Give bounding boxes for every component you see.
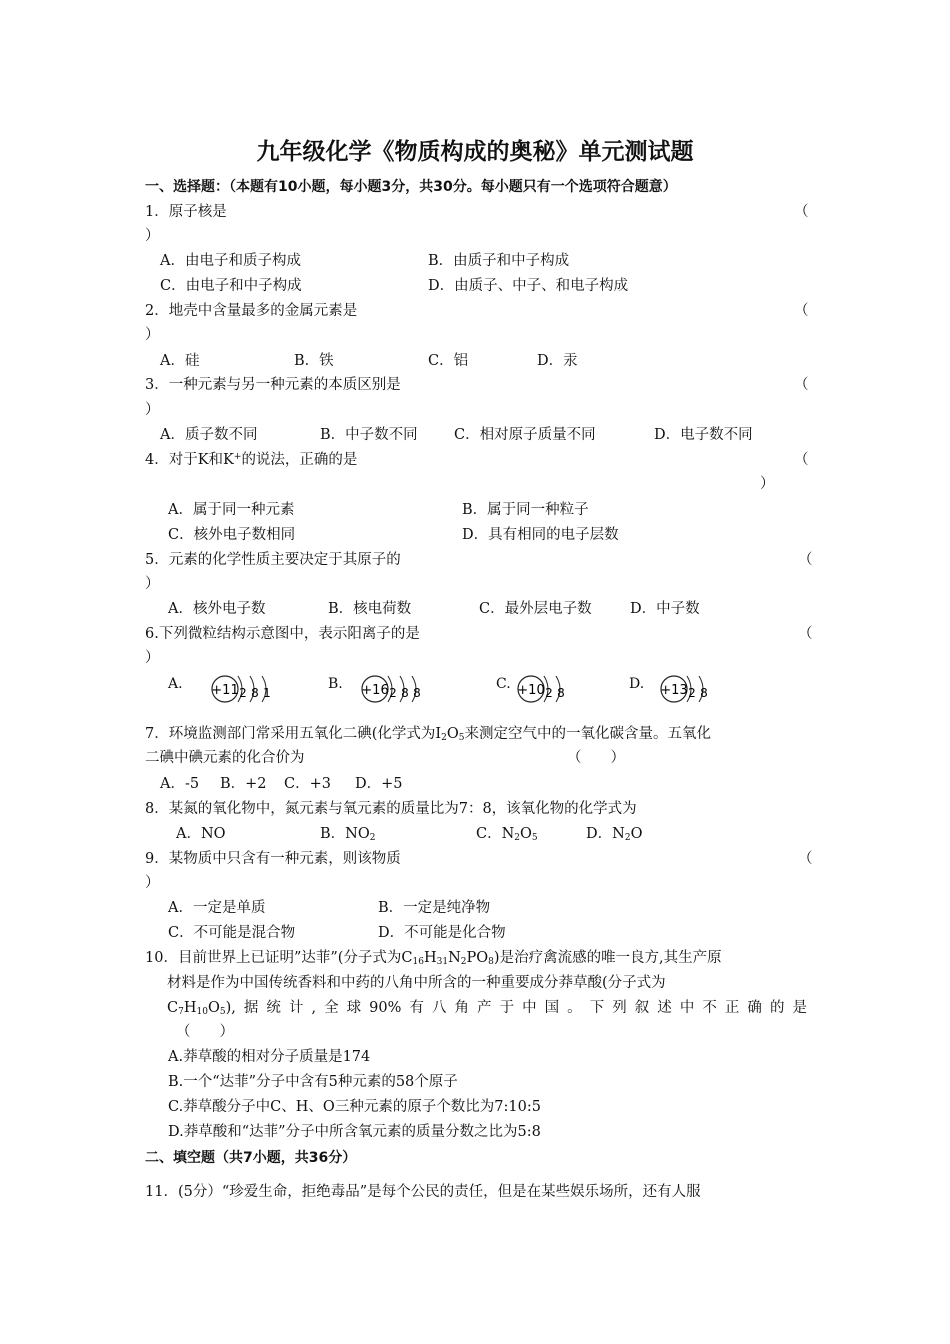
- q6-stem: 6.下列微粒结构示意图中，表示阳离子的是: [145, 626, 420, 642]
- q8-c-subscript: 5: [531, 833, 538, 843]
- atom-b-shell-electrons: 2: [389, 686, 397, 700]
- q8-c-text: O: [520, 826, 532, 842]
- q4-stem: [145, 450, 357, 470]
- q8-d-subscript: 2: [624, 833, 631, 843]
- q2-option-a: A．硅: [160, 353, 200, 369]
- q10-subscript: 2: [460, 957, 467, 967]
- q3-option-b: B．中子数不同: [320, 427, 418, 443]
- q8-d-text: D．N: [586, 826, 625, 842]
- q8-d-text: O: [630, 826, 643, 842]
- q1-option-c: C．由电子和中子构成: [160, 278, 302, 294]
- q4-stem-text: 4．对于K和K: [145, 452, 234, 468]
- q10-text: PO: [466, 950, 489, 966]
- atom-c-structure: [514, 672, 594, 708]
- q10-option-d: D.莽草酸和“达菲”分子中所含氧元素的质量分数之比为5:8: [168, 1124, 541, 1140]
- q8-stem: 8．某氮的氧化物中，氮元素与氧元素的质量比为7：8，该氧化物的化学式为: [145, 801, 637, 817]
- q7-stem-line1: [145, 724, 711, 744]
- q4-stem-text-end: 的说法，正确的是: [241, 452, 358, 468]
- q3-answer-paren-close: ）: [145, 402, 160, 418]
- q4-option-c: C．核外电子数相同: [168, 527, 296, 543]
- q7-text: 7．环境监测部门常采用五氧化二碘(化学式为I: [145, 726, 442, 742]
- atom-b-nucleus-charge: +16: [361, 683, 389, 698]
- atom-diagram-c: [496, 672, 616, 712]
- atom-c-shell-electrons: 8: [557, 686, 565, 700]
- q6-answer-paren-open: （: [798, 626, 813, 642]
- q7-option-c: C．+3: [284, 776, 331, 792]
- atom-a-shell-electrons: 8: [251, 686, 259, 700]
- atom-c-nucleus-charge: +10: [517, 683, 545, 698]
- q8-b-text: B．NO: [320, 826, 370, 842]
- atom-a-label: A.: [168, 676, 183, 692]
- atom-b-structure: [358, 672, 438, 708]
- q9-option-a: A．一定是单质: [168, 900, 266, 916]
- q2-option-c: C．铝: [428, 353, 469, 369]
- atom-a-nucleus-charge: +11: [211, 683, 239, 698]
- q5-stem: 5．元素的化学性质主要决定于其原子的: [145, 552, 401, 568]
- q7-text: 来测定空气中的一氧化碳含量。五氧化: [464, 726, 711, 742]
- q9-answer-paren-close: ）: [145, 875, 160, 891]
- q1-option-a: A．由电子和质子构成: [160, 253, 301, 269]
- q3-option-d: D．电子数不同: [654, 427, 753, 443]
- q4-stem-charge: +: [233, 452, 242, 462]
- q4-answer-paren-close: ）: [760, 476, 775, 492]
- q10-text: H: [183, 1000, 197, 1016]
- atom-c-shell-electrons: 2: [545, 686, 553, 700]
- q10-text: 10．目前世界上已证明”达菲”(分子式为C: [145, 950, 413, 966]
- q8-b-subscript: 2: [369, 833, 376, 843]
- section-1-heading: 一、选择题：（本题有10小题，每小题3分，共30分。每小题只有一个选项符合题意）: [145, 179, 677, 195]
- atom-diagram-d: [629, 672, 749, 712]
- atom-c-label: C.: [496, 676, 511, 692]
- q3-answer-paren-open: （: [794, 377, 809, 393]
- q10-text: C: [167, 1000, 179, 1016]
- q10-subscript: 5: [219, 1007, 226, 1017]
- q5-option-c: C．最外层电子数: [479, 601, 592, 617]
- q4-option-d: D．具有相同的电子层数: [462, 527, 619, 543]
- q10-subscript: 7: [178, 1007, 184, 1017]
- q2-answer-paren-open: （: [794, 303, 809, 319]
- q5-option-d: D．中子数: [630, 601, 700, 617]
- q7-answer-paren: （ ）: [567, 750, 625, 766]
- q5-option-a: A．核外电子数: [168, 601, 266, 617]
- q7-subscript: 2: [441, 733, 447, 743]
- atom-d-shell-electrons: 2: [688, 686, 696, 700]
- q10-stem-line2: 材料是作为中国传统香料和中药的八角中所含的一种重要成分莽草酸(分子式为: [167, 975, 666, 991]
- q4-option-b: B．属于同一种粒子: [462, 502, 589, 518]
- q2-option-d: D．汞: [537, 353, 578, 369]
- q2-stem: 2．地壳中含量最多的金属元素是: [145, 303, 358, 319]
- q5-answer-paren-close: ）: [145, 576, 160, 592]
- q10-stem-line1: [145, 948, 722, 968]
- q10-stem-line3: [167, 998, 807, 1018]
- q7-option-b: B．+2: [220, 776, 267, 792]
- q7-option-d: D．+5: [355, 776, 403, 792]
- q10-subscript: 8: [488, 957, 494, 967]
- q8-option-d: [586, 824, 642, 844]
- q3-stem: 3．一种元素与另一种元素的本质区别是: [145, 377, 401, 393]
- q1-option-d: D．由质子、中子、和电子构成: [428, 278, 629, 294]
- q10-text: N: [448, 950, 461, 966]
- q8-option-c: [476, 824, 538, 844]
- q2-answer-paren-close: ）: [145, 327, 160, 343]
- q1-option-b: B．由质子和中子构成: [428, 253, 570, 269]
- q8-option-a: A．NO: [176, 826, 226, 842]
- q3-option-a: A．质子数不同: [160, 427, 258, 443]
- atom-d-label: D.: [629, 676, 645, 692]
- q10-subscript: 10: [196, 1007, 208, 1017]
- atom-a-structure: [208, 672, 288, 708]
- q4-option-a: A．属于同一种元素: [168, 502, 295, 518]
- q9-option-d: D．不可能是化合物: [378, 925, 506, 941]
- atom-d-shell-electrons: 8: [700, 686, 708, 700]
- q10-subscript: 31: [436, 957, 449, 967]
- q8-c-subscript: 2: [514, 833, 521, 843]
- atom-b-label: B.: [328, 676, 343, 692]
- q10-option-b: B.一个“达菲”分子中含有5种元素的58个原子: [168, 1074, 458, 1090]
- q4-answer-paren-open: （: [794, 452, 809, 468]
- q2-option-b: B．铁: [294, 353, 334, 369]
- atom-diagram-a: [168, 672, 288, 712]
- q1-answer-paren-close: ）: [145, 228, 160, 244]
- q10-text: )是治疗禽流感的唯一良方,其生产原: [493, 950, 722, 966]
- q7-text: O: [446, 726, 459, 742]
- q11-stem: 11．(5分）“珍爱生命，拒绝毒品”是每个公民的责任，但是在某些娱乐场所，还有人服: [145, 1184, 701, 1200]
- page-title: 九年级化学《物质构成的奥秘》单元测试题: [256, 139, 694, 165]
- atom-d-nucleus-charge: +13: [660, 683, 688, 698]
- atom-b-shell-electrons: 8: [401, 686, 409, 700]
- q9-stem: 9．某物质中只含有一种元素，则该物质: [145, 851, 401, 867]
- q1-stem: 1．原子核是: [145, 204, 227, 220]
- q9-option-c: C．不可能是混合物: [168, 925, 296, 941]
- q10-text: ),据统计,全球90%有八角产于中国。下列叙述中不正确的是: [225, 1000, 807, 1016]
- q8-option-b: [320, 824, 375, 844]
- q10-option-c: C.莽草酸分子中C、H、O三种元素的原子个数比为7:10:5: [168, 1099, 541, 1115]
- q1-answer-paren-open: （: [794, 204, 809, 220]
- q10-text: O: [207, 1000, 220, 1016]
- q7-option-a: A．-5: [160, 776, 200, 792]
- q10-answer-paren: （ ）: [176, 1024, 234, 1040]
- atom-a-shell-electrons: 1: [263, 686, 271, 700]
- atom-diagram-b: [328, 672, 448, 712]
- atom-b-shell-electrons: 8: [413, 686, 421, 700]
- q5-answer-paren-open: （: [798, 552, 813, 568]
- q10-text: H: [423, 950, 437, 966]
- q6-answer-paren-close: ）: [145, 650, 160, 666]
- atom-d-structure: [657, 672, 737, 708]
- q10-subscript: 16: [412, 957, 424, 967]
- q7-stem-line2: 二碘中碘元素的化合价为: [145, 750, 305, 766]
- atom-a-shell-electrons: 2: [239, 686, 247, 700]
- q3-option-c: C．相对原子质量不同: [454, 427, 596, 443]
- q7-subscript: 5: [458, 733, 465, 743]
- q9-answer-paren-open: （: [798, 851, 813, 867]
- section-2-heading: 二、填空题（共7小题，共36分）: [145, 1150, 357, 1166]
- q9-option-b: B．一定是纯净物: [378, 900, 491, 916]
- q10-option-a: A.莽草酸的相对分子质量是174: [168, 1049, 371, 1065]
- q5-option-b: B．核电荷数: [328, 601, 412, 617]
- q8-c-text: C．N: [476, 826, 515, 842]
